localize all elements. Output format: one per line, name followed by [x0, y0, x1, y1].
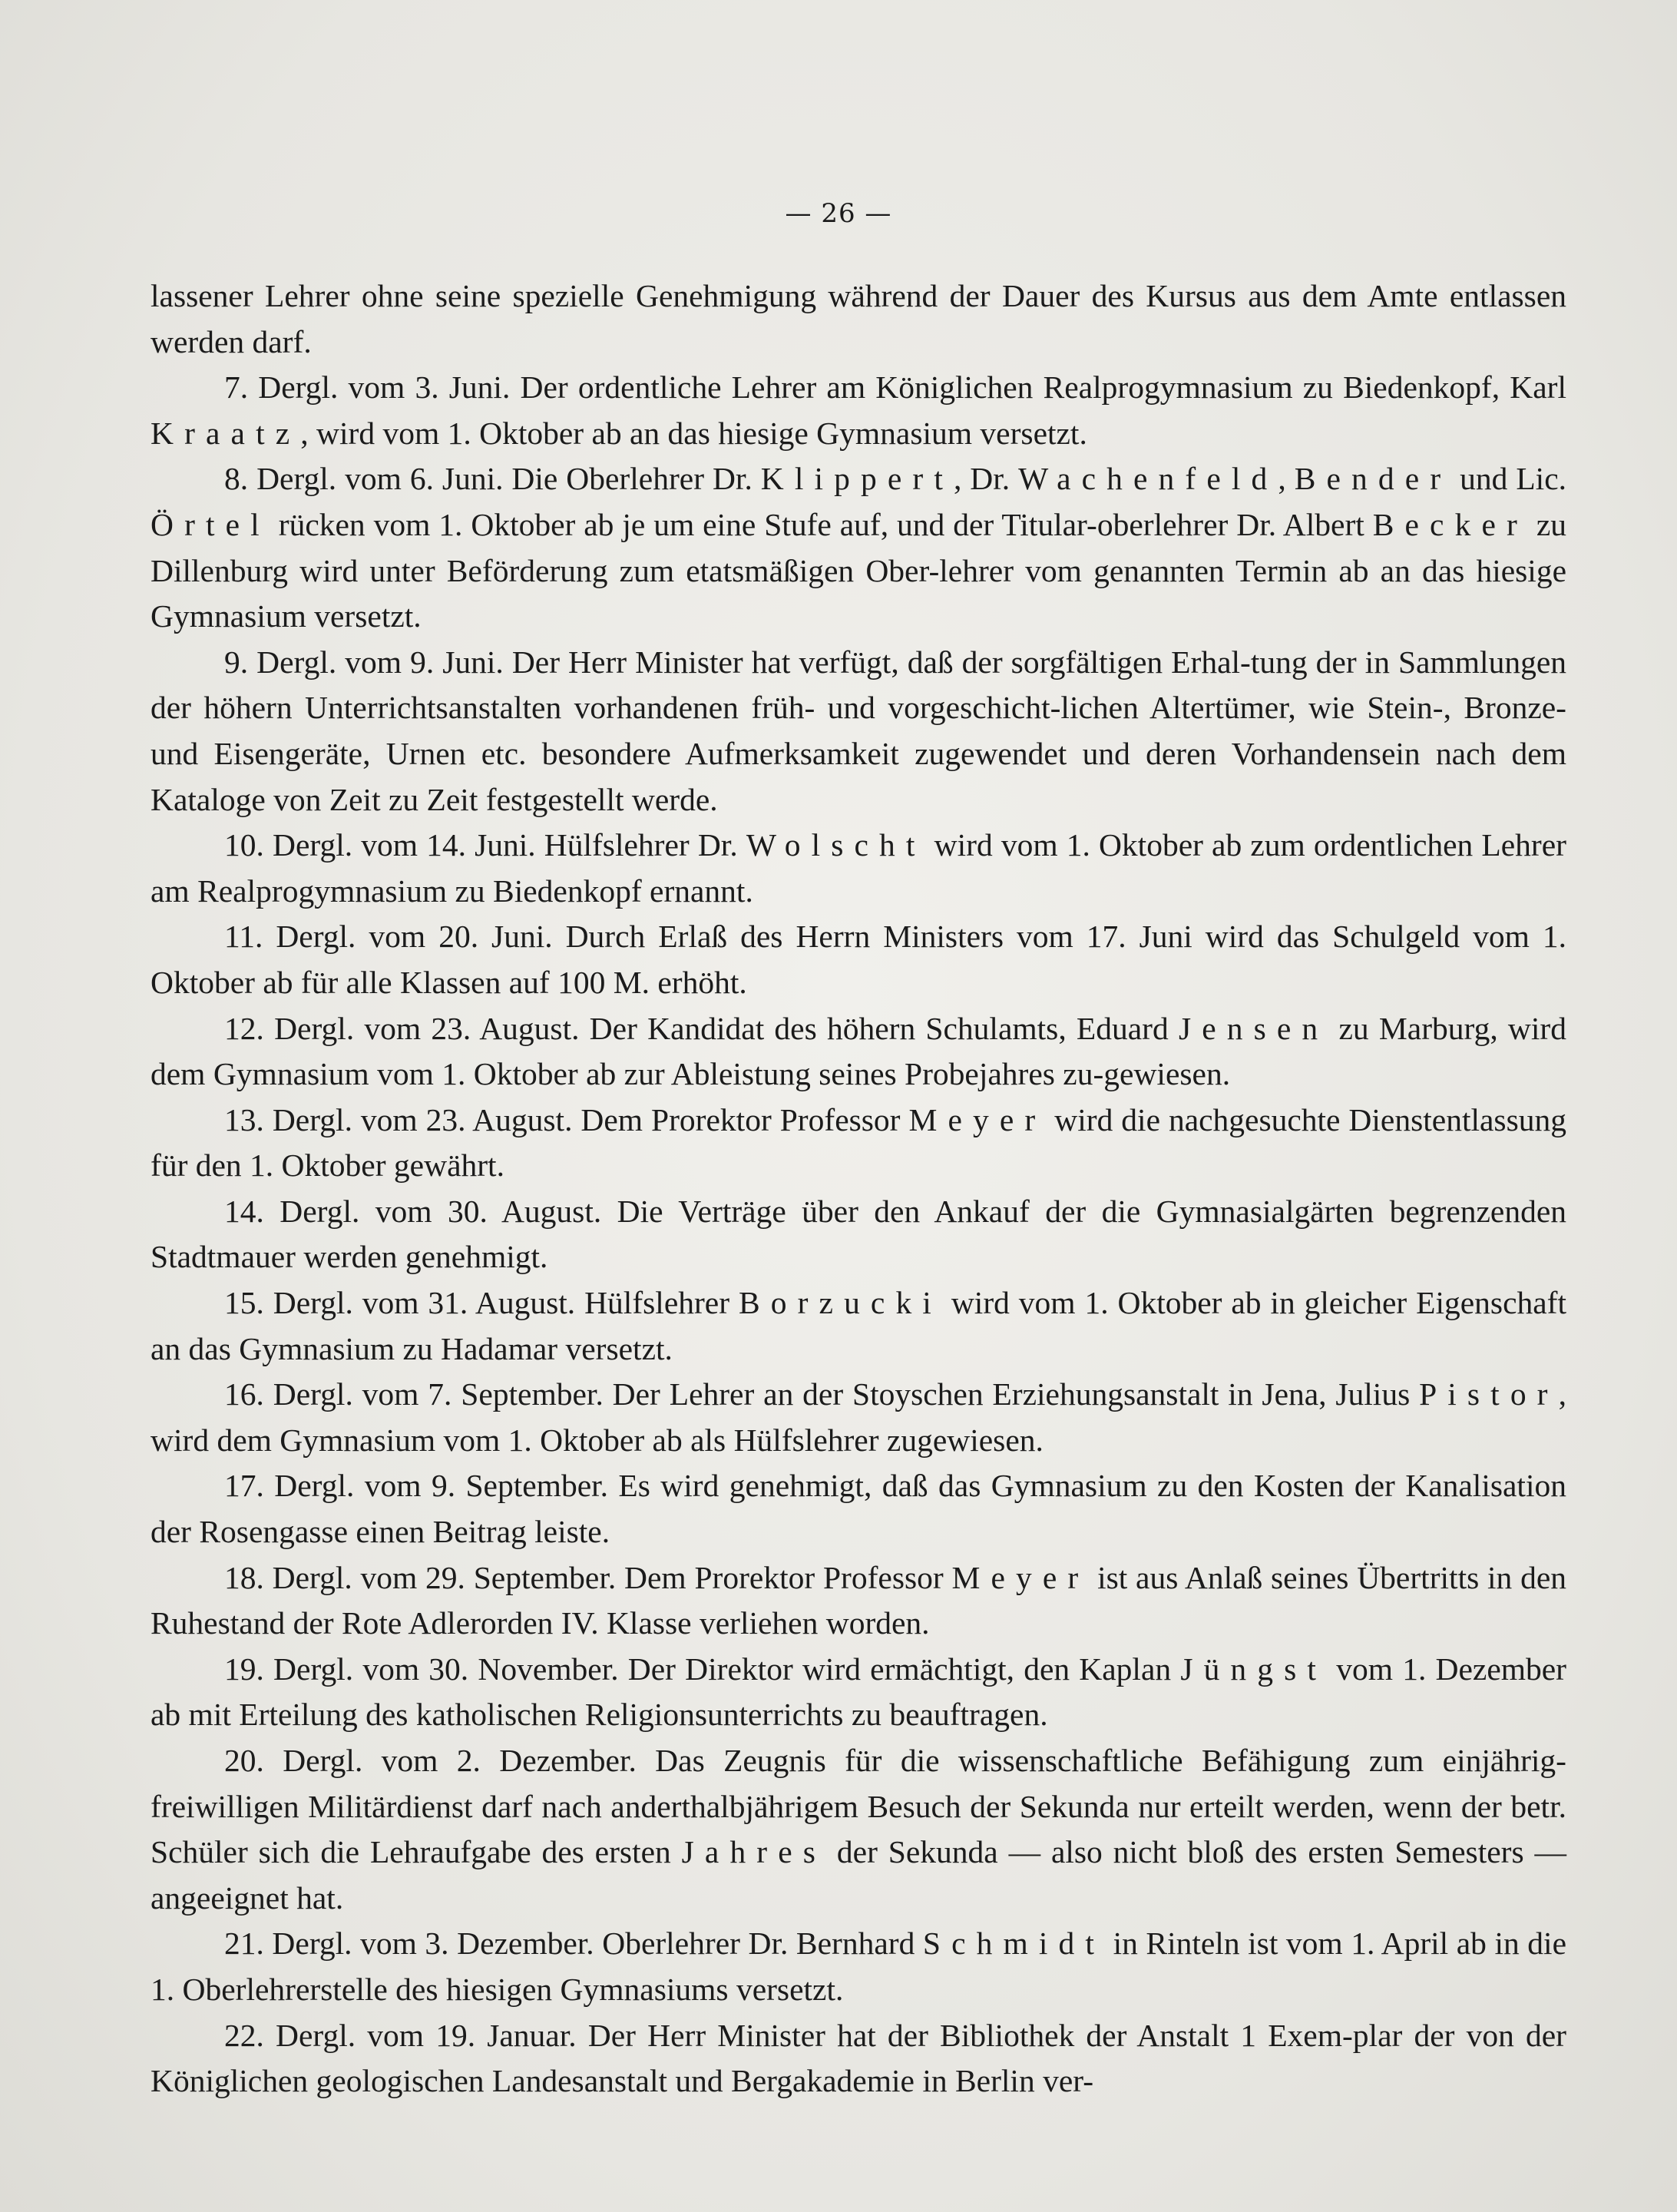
text-run: , wird vom 1. Oktober ab an das hiesige Gymnasium versetzt.: [300, 415, 1087, 451]
text-run: 22. Dergl. vom 19. Januar. Der Herr Minister hat der Bibliothek der Anstalt 1 Exem-plar der von der Königlichen geologischen Landesanstalt und Bergakademie in Berlin ver-: [150, 2017, 1566, 2099]
decree-paragraph-p13: [150, 1098, 1566, 1189]
spaced-name: Örtel: [150, 506, 270, 542]
text-run: 20. Dergl. vom 2. Dezember. Das Zeugnis für die wissenschaftliche Befähigung zum einjährig-freiwilligen Militärdienst darf nach anderthalbjährigem Besuch der Sekunda nur erteilt werden, wenn der betr. Schüler sich die Lehraufgabe des ersten: [150, 1743, 1566, 1870]
decree-paragraph-p8: [150, 456, 1566, 639]
decree-paragraph-p11: [150, 914, 1566, 1005]
decree-paragraph-p21: [150, 1921, 1566, 2012]
spaced-name: Bender: [1294, 461, 1452, 497]
decree-paragraph-p17: [150, 1463, 1566, 1555]
text-run: 17. Dergl. vom 9. September. Es wird genehmigt, daß das Gymnasium zu den Kosten der Kanalisation der Rosengasse einen Beitrag leiste.: [150, 1468, 1566, 1550]
decree-paragraph-p22: [150, 2013, 1566, 2104]
spaced-name: Becker: [1372, 506, 1528, 542]
decree-paragraph-p12: [150, 1006, 1566, 1098]
text-run: wird vom 1. Oktober ab in gleicher Eigenschaft an das Gymnasium zu Hadamar versetzt.: [150, 1285, 1567, 1366]
text-run: 9. Dergl. vom 9. Juni. Der Herr Minister hat verfügt, daß der sorgfältigen Erhal-tung der in Sammlungen der höhern Unterrichtsanstalten vorhandenen früh- und vorgeschicht-lichen Altertümer, wie Stein-, Bronze- und Eisengeräte, Urnen etc. besondere Aufmerksamkeit zugewendet und deren Vorhandensein nach dem Kataloge von Zeit zu Zeit festgestellt werde.: [150, 644, 1566, 817]
spaced-name: Meyer: [908, 1101, 1047, 1137]
decree-paragraph-p19: [150, 1647, 1566, 1738]
text-run: 18. Dergl. vom 29. September. Dem Prorektor Professor: [224, 1559, 952, 1595]
text-run: , Dr.: [953, 461, 1019, 497]
text-run: wird vom 1. Oktober ab zum ordentlichen Lehrer am Realprogymnasium zu Biedenkopf ernannt.: [150, 827, 1566, 909]
decree-paragraph-p9: [150, 640, 1566, 823]
spaced-name: Wolscht: [746, 827, 926, 863]
decree-paragraph-p7: [150, 365, 1566, 456]
text-run: ,: [1278, 461, 1295, 497]
text-run: zu Dillenburg wird unter Beförderung zum etatsmäßigen Ober-lehrer vom genannten Termin ab an das hiesige Gymnasium versetzt.: [150, 506, 1567, 634]
decree-paragraph-p16: [150, 1372, 1566, 1463]
text-run: 14. Dergl. vom 30. August. Die Verträge über den Ankauf der die Gymnasialgärten begrenzenden Stadtmauer werden genehmigt.: [150, 1193, 1566, 1275]
text-run: wird die nachgesuchte Dienstentlassung für den 1. Oktober gewährt.: [150, 1101, 1566, 1184]
text-run: der Sekunda — also nicht bloß des ersten Semesters — angeeignet hat.: [150, 1834, 1566, 1916]
text-run: 19. Dergl. vom 30. November. Der Direktor wird ermächtigt, den Kaplan: [224, 1651, 1181, 1687]
text-run: 21. Dergl. vom 3. Dezember. Oberlehrer Dr. Bernhard: [224, 1926, 923, 1962]
text-run: 10. Dergl. vom 14. Juni. Hülfslehrer Dr.: [224, 827, 746, 863]
spaced-name: Borzucki: [738, 1285, 942, 1321]
decree-paragraph-p10: [150, 823, 1566, 914]
text-run: ist aus Anlaß seines Übertritts in den Ruhestand der Rote Adlerorden IV. Klasse verliehen worden.: [150, 1559, 1566, 1641]
document-body: [150, 273, 1566, 2104]
text-run: 12. Dergl. vom 23. August. Der Kandidat des höhern Schulamts, Eduard: [224, 1010, 1179, 1046]
text-run: vom 1. Dezember ab mit Erteilung des katholischen Religionsunterrichts zu beauftragen.: [150, 1651, 1567, 1733]
text-run: und Lic.: [1451, 461, 1567, 497]
decree-paragraph-p20: [150, 1738, 1566, 1921]
spaced-name: Jensen: [1178, 1010, 1329, 1046]
paragraph-continuation: [150, 273, 1566, 365]
spaced-name: Klippert: [760, 461, 954, 497]
text-run: , wird dem Gymnasium vom 1. Oktober ab als Hülfslehrer zugewiesen.: [150, 1376, 1566, 1458]
spaced-name: Pistor: [1419, 1376, 1559, 1412]
page-number: — 26 —: [785, 198, 892, 229]
spaced-name: Kraatz: [150, 415, 301, 451]
spaced-name: Schmidt: [922, 1926, 1106, 1962]
spaced-name: Meyer: [951, 1559, 1090, 1595]
text-run: 8. Dergl. vom 6. Juni. Die Oberlehrer Dr.: [224, 461, 761, 497]
spaced-name: Jahres: [681, 1834, 827, 1870]
text-run: zu Marburg, wird dem Gymnasium vom 1. Oktober ab zur Ableistung seines Probejahres zu-gewiesen.: [150, 1010, 1566, 1092]
spaced-name: Jüngst: [1180, 1651, 1328, 1687]
decree-paragraph-p18: [150, 1555, 1566, 1647]
text-run: 13. Dergl. vom 23. August. Dem Prorektor Professor: [224, 1101, 909, 1137]
text-run: 16. Dergl. vom 7. September. Der Lehrer an der Stoyschen Erziehungsanstalt in Jena, Julius: [224, 1376, 1420, 1412]
text-run: 15. Dergl. vom 31. August. Hülfslehrer: [224, 1285, 739, 1321]
text-run: 7. Dergl. vom 3. Juni. Der ordentliche Lehrer am Königlichen Realprogymnasium zu Biedenkopf, Karl: [224, 369, 1566, 406]
text-run: rücken vom 1. Oktober ab je um eine Stufe auf, und der Titular-oberlehrer Dr. Albert: [270, 506, 1373, 542]
decree-paragraph-p15: [150, 1280, 1566, 1372]
text-run: 11. Dergl. vom 20. Juni. Durch Erlaß des Herrn Ministers vom 17. Juni wird das Schulgeld vom 1. Oktober ab für alle Klassen auf 100 M. erhöht.: [150, 919, 1566, 1000]
decree-paragraph-p14: [150, 1189, 1566, 1280]
spaced-name: Wachenfeld: [1018, 461, 1278, 497]
text-run: in Rinteln ist vom 1. April ab in die 1. Oberlehrerstelle des hiesigen Gymnasiums versetzt.: [150, 1926, 1567, 2007]
text-run: lassener Lehrer ohne seine spezielle Genehmigung während der Dauer des Kursus aus dem Amte entlassen werden darf.: [150, 278, 1566, 359]
